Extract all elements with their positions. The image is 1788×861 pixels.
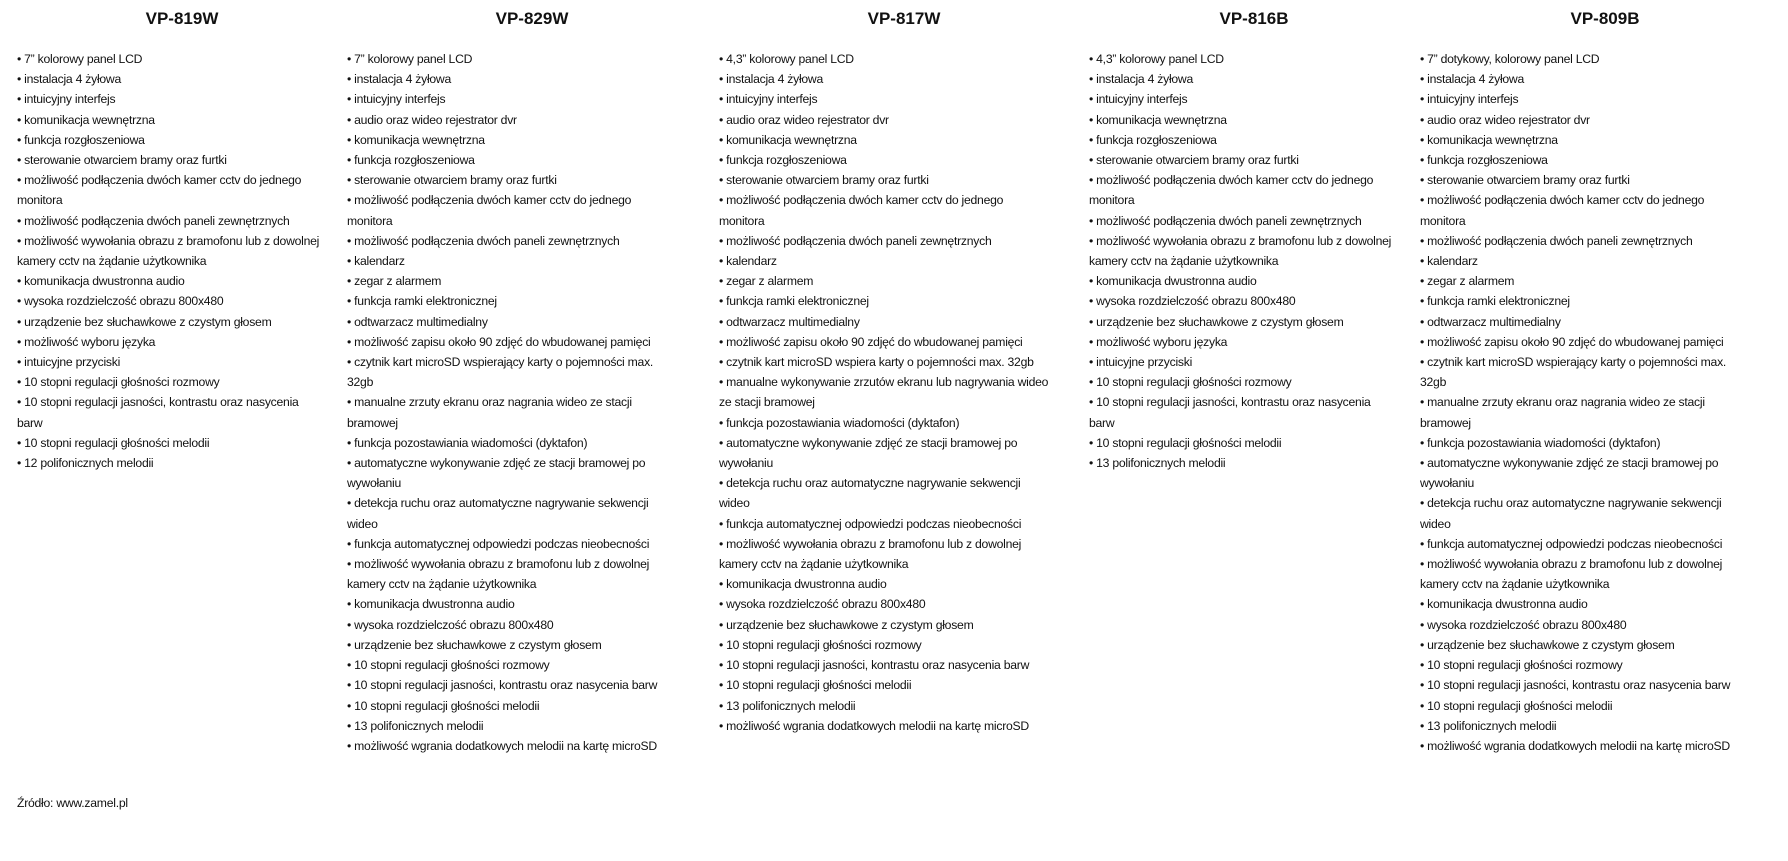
feature-item: • intuicyjny interfejs — [719, 92, 818, 107]
feature-item: • wysoka rozdzielczość obrazu 800x480 — [1420, 617, 1627, 632]
feature-item: • funkcja ramki elektronicznej — [347, 294, 497, 309]
feature-item: • kalendarz — [1420, 254, 1478, 269]
feature-item: • możliwość podłączenia dwóch paneli zewnętrznych — [1089, 213, 1362, 228]
feature-item: • sterowanie otwarciem bramy oraz furtki — [719, 173, 929, 188]
feature-item: • możliwość podłączenia dwóch kamer cctv do jednego monitora — [1420, 193, 1705, 228]
feature-item: • czytnik kart microSD wspiera karty o pojemności max. 32gb — [719, 355, 1034, 370]
feature-item: • 7” kolorowy panel LCD — [17, 52, 143, 66]
feature-item: kamery cctv na żądanie użytkownika — [17, 254, 207, 269]
feature-item: • 7” kolorowy panel LCD — [347, 52, 473, 66]
feature-item: • funkcja rozgłoszeniowa — [1089, 132, 1217, 147]
feature-item: • intuicyjny interfejs — [1089, 92, 1188, 107]
feature-list — [1420, 49, 1750, 756]
feature-list — [719, 49, 1049, 736]
feature-item: • możliwość podłączenia dwóch kamer cctv do jednego monitora — [719, 193, 1004, 228]
feature-item: • 10 stopni regulacji głośności melodii — [719, 678, 912, 693]
feature-item: wywołaniu — [347, 476, 401, 491]
feature-item: • intuicyjny interfejs — [347, 92, 446, 107]
feature-item: • 10 stopni regulacji jasności, kontrastu oraz nasycenia — [17, 395, 299, 410]
feature-item: • komunikacja dwustronna audio — [1420, 597, 1588, 612]
feature-item: • odtwarzacz multimedialny — [719, 314, 860, 329]
feature-item: wywołaniu — [719, 456, 773, 471]
feature-item: • 4,3” kolorowy panel LCD — [719, 52, 854, 66]
feature-item: • możliwość podłączenia dwóch paneli zewnętrznych — [719, 233, 992, 248]
feature-item: • możliwość podłączenia dwóch paneli zewnętrznych — [347, 233, 620, 248]
feature-item: • wysoka rozdzielczość obrazu 800x480 — [17, 294, 224, 309]
feature-item: • wysoka rozdzielczość obrazu 800x480 — [347, 617, 554, 632]
feature-item: kamery cctv na żądanie użytkownika — [1420, 577, 1610, 592]
feature-item: • 10 stopni regulacji głośności rozmowy — [1089, 375, 1292, 390]
feature-item: • funkcja pozostawiania wiadomości (dyktafon) — [347, 435, 588, 450]
feature-item: • urządzenie bez słuchawkowe z czystym głosem — [719, 617, 974, 632]
feature-item: • 7” dotykowy, kolorowy panel LCD — [1420, 52, 1600, 66]
feature-item: kamery cctv na żądanie użytkownika — [719, 557, 909, 572]
product-title: VP-817W — [867, 9, 941, 28]
feature-item: • 10 stopni regulacji głośności melodii — [17, 435, 210, 450]
feature-item: • 4,3” kolorowy panel LCD — [1089, 52, 1224, 66]
feature-item: • 13 polifonicznych melodii — [1089, 456, 1226, 471]
feature-item: • 10 stopni regulacji jasności, kontrastu oraz nasycenia barw — [719, 658, 1030, 673]
feature-item: • funkcja ramki elektronicznej — [719, 294, 869, 309]
feature-item: kamery cctv na żądanie użytkownika — [1089, 254, 1279, 269]
feature-item: • urządzenie bez słuchawkowe z czystym głosem — [347, 637, 602, 652]
product-title: VP-829W — [495, 9, 569, 28]
feature-item: • możliwość zapisu około 90 zdjęć do wbudowanej pamięci — [347, 334, 651, 349]
feature-item: • czytnik kart microSD wspierający karty o pojemności max. 32gb — [347, 355, 654, 390]
feature-item: • intuicyjne przyciski — [1089, 355, 1193, 370]
feature-list — [17, 49, 347, 473]
feature-item: • możliwość wyboru języka — [1089, 334, 1228, 349]
feature-item: • 10 stopni regulacji jasności, kontrastu oraz nasycenia barw — [1420, 678, 1731, 693]
feature-item: • sterowanie otwarciem bramy oraz furtki — [1089, 153, 1299, 168]
feature-item: • sterowanie otwarciem bramy oraz furtki — [17, 153, 227, 168]
feature-item: • możliwość podłączenia dwóch kamer cctv do jednego monitora — [347, 193, 632, 228]
feature-item: ze stacji bramowej — [719, 395, 815, 410]
feature-item: • wysoka rozdzielczość obrazu 800x480 — [1089, 294, 1296, 309]
feature-item: • detekcja ruchu oraz automatyczne nagrywanie sekwencji wideo — [1420, 496, 1722, 531]
feature-item: • funkcja rozgłoszeniowa — [347, 153, 475, 168]
feature-item: • możliwość wgrania dodatkowych melodii na kartę microSD — [1420, 738, 1730, 753]
feature-item: • odtwarzacz multimedialny — [1420, 314, 1561, 329]
feature-item: • instalacja 4 żyłowa — [1089, 72, 1194, 87]
feature-item: • wysoka rozdzielczość obrazu 800x480 — [719, 597, 926, 612]
feature-item: • intuicyjne przyciski — [17, 355, 121, 370]
product-title: VP-809B — [1570, 9, 1640, 28]
feature-item: • możliwość wgrania dodatkowych melodii na kartę microSD — [347, 738, 657, 753]
feature-item: • intuicyjny interfejs — [17, 92, 116, 107]
feature-item: • funkcja pozostawiania wiadomości (dyktafon) — [1420, 435, 1661, 450]
feature-item: monitora — [1089, 193, 1135, 208]
feature-item: • 10 stopni regulacji głośności melodii — [1420, 698, 1613, 713]
feature-item: • 10 stopni regulacji głośności rozmowy — [347, 658, 550, 673]
feature-item: • komunikacja dwustronna audio — [17, 274, 185, 289]
feature-item: • 10 stopni regulacji głośności rozmowy — [719, 637, 922, 652]
feature-item: • komunikacja wewnętrzna — [1420, 132, 1558, 147]
feature-item: • możliwość zapisu około 90 zdjęć do wbudowanej pamięci — [719, 334, 1023, 349]
feature-item: • możliwość zapisu około 90 zdjęć do wbudowanej pamięci — [1420, 334, 1724, 349]
feature-item: • możliwość wywołania obrazu z bramofonu lub z dowolnej — [1089, 233, 1392, 248]
feature-item: • urządzenie bez słuchawkowe z czystym głosem — [17, 314, 272, 329]
feature-item: • komunikacja dwustronna audio — [1089, 274, 1257, 289]
feature-item: • funkcja automatycznej odpowiedzi podczas nieobecności — [719, 516, 1022, 531]
feature-item: • instalacja 4 żyłowa — [347, 72, 452, 87]
feature-item: • manualne wykonywanie zrzutów ekranu lub nagrywania wideo — [719, 375, 1049, 390]
feature-item: • zegar z alarmem — [719, 274, 814, 289]
feature-item: • funkcja automatycznej odpowiedzi podczas nieobecności — [347, 536, 650, 551]
feature-item: • komunikacja dwustronna audio — [719, 577, 887, 592]
feature-item: • możliwość podłączenia dwóch kamer cctv do jednego — [1089, 173, 1374, 188]
feature-item: • komunikacja wewnętrzna — [1089, 112, 1227, 127]
feature-item: • urządzenie bez słuchawkowe z czystym głosem — [1420, 637, 1675, 652]
feature-item: • możliwość podłączenia dwóch kamer cctv do jednego — [17, 173, 302, 188]
feature-list — [347, 49, 677, 756]
feature-item: • funkcja rozgłoszeniowa — [17, 132, 145, 147]
feature-item: • audio oraz wideo rejestrator dvr — [1420, 112, 1590, 127]
feature-item: • manualne zrzuty ekranu oraz nagrania wideo ze stacji bramowej — [1420, 395, 1705, 430]
feature-item: • sterowanie otwarciem bramy oraz furtki — [347, 173, 557, 188]
feature-item: • możliwość wyboru języka — [17, 334, 156, 349]
feature-item: • komunikacja dwustronna audio — [347, 597, 515, 612]
feature-item: • możliwość wywołania obrazu z bramofonu lub z dowolnej — [719, 536, 1022, 551]
feature-item: • komunikacja wewnętrzna — [17, 112, 155, 127]
feature-item: • instalacja 4 żyłowa — [1420, 72, 1525, 87]
feature-item: • 13 polifonicznych melodii — [347, 718, 484, 733]
feature-item: • komunikacja wewnętrzna — [719, 132, 857, 147]
feature-item: • czytnik kart microSD wspierający karty o pojemności max. 32gb — [1420, 355, 1727, 390]
feature-item: • komunikacja wewnętrzna — [347, 132, 485, 147]
feature-item: • 10 stopni regulacji jasności, kontrastu oraz nasycenia barw — [347, 678, 658, 693]
feature-item: • detekcja ruchu oraz automatyczne nagrywanie sekwencji wideo — [347, 496, 649, 531]
feature-item: • 10 stopni regulacji głośności rozmowy — [17, 375, 220, 390]
feature-item: • intuicyjny interfejs — [1420, 92, 1519, 107]
feature-item: • zegar z alarmem — [347, 274, 442, 289]
feature-item: • odtwarzacz multimedialny — [347, 314, 488, 329]
feature-item: kamery cctv na żądanie użytkownika — [347, 577, 537, 592]
feature-item: • 10 stopni regulacji głośności melodii — [347, 698, 540, 713]
feature-item: • możliwość wgrania dodatkowych melodii na kartę microSD — [719, 718, 1029, 733]
feature-item: • audio oraz wideo rejestrator dvr — [719, 112, 889, 127]
feature-item: wywołaniu — [1420, 476, 1474, 491]
feature-item: • manualne zrzuty ekranu oraz nagrania wideo ze stacji bramowej — [347, 395, 632, 430]
feature-item: • możliwość podłączenia dwóch paneli zewnętrznych — [1420, 233, 1693, 248]
feature-item: • urządzenie bez słuchawkowe z czystym głosem — [1089, 314, 1344, 329]
feature-item: • możliwość wywołania obrazu z bramofonu lub z dowolnej — [17, 233, 320, 248]
feature-item: • funkcja ramki elektronicznej — [1420, 294, 1570, 309]
feature-list — [1089, 49, 1419, 473]
feature-item: • 10 stopni regulacji jasności, kontrastu oraz nasycenia — [1089, 395, 1371, 410]
feature-item: barw — [17, 415, 43, 430]
feature-item: • 12 polifonicznych melodii — [17, 456, 154, 471]
feature-item: • detekcja ruchu oraz automatyczne nagrywanie sekwencji wideo — [719, 476, 1021, 511]
feature-item: • 13 polifonicznych melodii — [719, 698, 856, 713]
feature-item: • możliwość wywołania obrazu z bramofonu lub z dowolnej — [347, 557, 650, 572]
feature-item: • zegar z alarmem — [1420, 274, 1515, 289]
feature-item: barw — [1089, 415, 1115, 430]
feature-item: • funkcja rozgłoszeniowa — [719, 153, 847, 168]
source-note: Źródło: www.zamel.pl — [17, 796, 128, 810]
product-title: VP-816B — [1219, 9, 1289, 28]
feature-item: • 10 stopni regulacji głośności rozmowy — [1420, 658, 1623, 673]
product-title: VP-819W — [145, 9, 219, 28]
feature-item: • 13 polifonicznych melodii — [1420, 718, 1557, 733]
feature-item: • możliwość podłączenia dwóch paneli zewnętrznych — [17, 213, 290, 228]
feature-item: • automatyczne wykonywanie zdjęć ze stacji bramowej po — [1420, 456, 1719, 471]
feature-item: • automatyczne wykonywanie zdjęć ze stacji bramowej po — [347, 456, 646, 471]
feature-item: • funkcja automatycznej odpowiedzi podczas nieobecności — [1420, 536, 1723, 551]
feature-item: • sterowanie otwarciem bramy oraz furtki — [1420, 173, 1630, 188]
feature-item: • funkcja rozgłoszeniowa — [1420, 153, 1548, 168]
feature-item: • 10 stopni regulacji głośności melodii — [1089, 435, 1282, 450]
feature-item: • automatyczne wykonywanie zdjęć ze stacji bramowej po — [719, 435, 1018, 450]
feature-item: monitora — [17, 193, 63, 208]
feature-item: • instalacja 4 żyłowa — [719, 72, 824, 87]
feature-item: • instalacja 4 żyłowa — [17, 72, 122, 87]
feature-item: • kalendarz — [719, 254, 777, 269]
feature-item: • możliwość wywołania obrazu z bramofonu lub z dowolnej — [1420, 557, 1723, 572]
feature-item: • kalendarz — [347, 254, 405, 269]
feature-item: • funkcja pozostawiania wiadomości (dyktafon) — [719, 415, 960, 430]
feature-item: • audio oraz wideo rejestrator dvr — [347, 112, 517, 127]
